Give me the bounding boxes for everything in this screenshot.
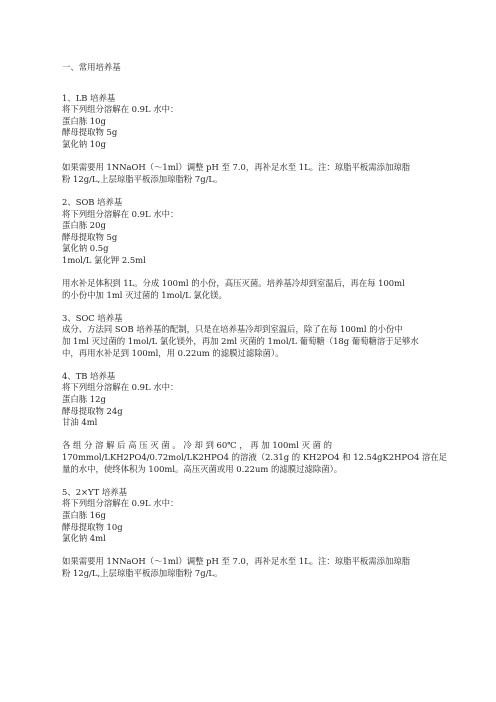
text-line: 蛋白胨 20g xyxy=(62,220,106,231)
spacer xyxy=(62,359,436,371)
text-line: 1mol/L 氯化钾 2.5ml xyxy=(62,254,146,265)
spacer xyxy=(62,545,436,557)
note-line: 成分、方法同 SOB 培养基的配制，只是在培养基冷却到室温后，除了在每 100ml 的小份中 xyxy=(62,324,403,335)
section-sob xyxy=(62,197,436,301)
note-line: 中，再用水补足到 100ml，用 0.22um 的滤膜过滤除菌）。 xyxy=(62,347,284,358)
text-line: 甘油 4ml xyxy=(62,417,98,428)
page-title: 一、常用培养基 xyxy=(62,62,121,72)
note-line: 如果需要用 1NNaOH（～1ml）调整 pH 至 7.0，再补足水至 1L。注：琼脂平板需添加琼脂 xyxy=(62,556,411,567)
text-line: 将下列组分溶解在 0.9L 水中： xyxy=(62,208,179,219)
spacer xyxy=(62,429,436,441)
note-line: 如果需要用 1NNaOH（～1ml）调整 pH 至 7.0，再补足水至 1L。注：琼脂平板需添加琼脂 xyxy=(62,162,411,173)
spacer xyxy=(62,185,436,197)
note-line: 粉 12g/L,上层琼脂平板添加琼脂粉 7g/L。 xyxy=(62,173,223,184)
section-soc xyxy=(62,313,436,359)
text-line: 酵母提取物 24g xyxy=(62,405,123,416)
text-line: 酵母提取物 5g xyxy=(62,127,118,138)
note-line: 粉 12g/L,上层琼脂平板添加琼脂粉 7g/L。 xyxy=(62,567,223,578)
text-line: 将下列组分溶解在 0.9L 水中： xyxy=(62,382,179,393)
text-line: 蛋白胨 12g xyxy=(62,394,106,405)
section-lb xyxy=(62,93,436,186)
section-heading: 1、LB 培养基 xyxy=(62,92,116,103)
section-heading: 2、SOB 培养基 xyxy=(62,196,123,207)
text-line: 酵母提取物 5g xyxy=(62,231,118,242)
spacer xyxy=(62,151,436,163)
note-line: 用水补足体积到 1L。分成 100ml 的小份，高压灭菌。培养基冷却到室温后，再在每 100ml xyxy=(62,278,405,289)
section-heading: 3、SOC 培养基 xyxy=(62,312,123,323)
note-line: 各 组 分 溶 解 后 高 压 灭 菌 。 冷 却 到 60℃ ， 再 加 100ml 灭 菌 的 xyxy=(62,440,333,451)
text-line: 氯化钠 4ml xyxy=(62,533,106,544)
text-line: 氯化钠 10g xyxy=(62,138,106,149)
section-heading: 4、TB 培养基 xyxy=(62,370,116,381)
text-line: 蛋白胨 16g xyxy=(62,509,106,520)
text-line: 将下列组分溶解在 0.9L 水中： xyxy=(62,498,179,509)
note-line: 170mmol/LKH2PO4/0.72mol/LK2HPO4 的溶液（2.31g 的 KH2PO4 和 12.54gK2HPO4 溶在足 xyxy=(62,452,448,462)
note-line: 加 1ml 灭过菌的 1mol/L 氯化镁外，再加 2ml 灭菌的 1mol/L 葡萄糖（18g 葡萄糖溶于足够水 xyxy=(62,336,419,347)
text-line: 蛋白胨 10g xyxy=(62,115,106,126)
text-line: 氯化钠 0.5g xyxy=(62,243,109,254)
section-heading: 5、2×YT 培养基 xyxy=(62,486,127,497)
spacer xyxy=(62,301,436,313)
note-line: 量的水中，使终体积为 100ml。高压灭菌或用 0.22um 的滤膜过滤除菌）。 xyxy=(62,463,343,474)
section-tb xyxy=(62,370,448,475)
text-line: 酵母提取物 10g xyxy=(62,521,123,532)
spacer xyxy=(62,267,436,279)
text-line: 将下列组分溶解在 0.9L 水中： xyxy=(62,104,179,115)
spacer xyxy=(62,475,436,487)
note-line: 的小份中加 1ml 灭过菌的 1mol/L 氯化镁。 xyxy=(62,289,227,300)
section-2xyt xyxy=(62,487,436,580)
